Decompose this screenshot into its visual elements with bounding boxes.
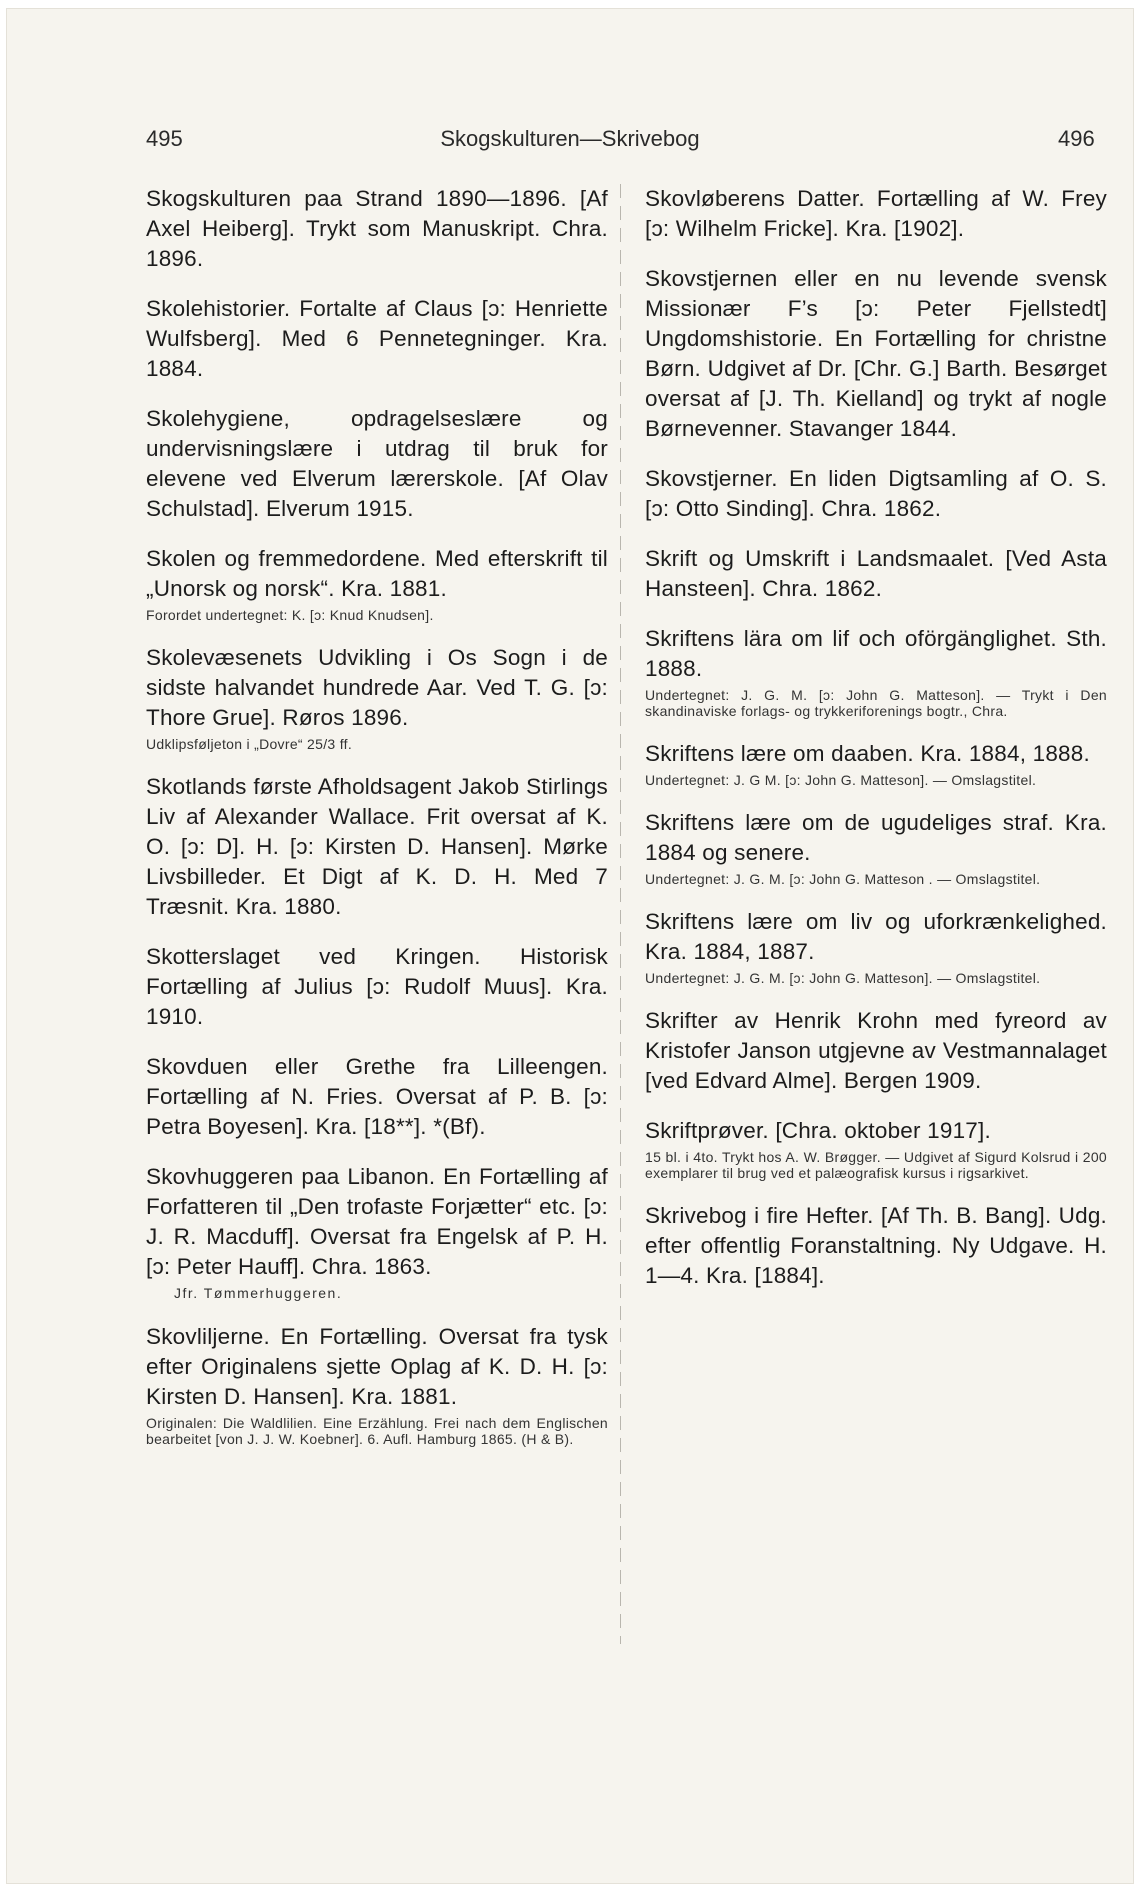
- catalog-entry: [146, 643, 608, 752]
- entry-text: Skriftprøver. [Chra. oktober 1917].: [645, 1118, 991, 1143]
- entry-text: Skogskulturen paa Strand 1890—1896. [Af Axel Heiberg]. Trykt som Manuskript. Chra. 1896.: [146, 186, 608, 271]
- catalog-entry: [645, 1116, 1107, 1181]
- entry-text: Skovhuggeren paa Libanon. En Fortælling af Forfatteren til „Den trofaste Forjætter“ etc. [ɔ: J. R. Macduff]. Oversat fra Engelsk af P. H. [ɔ: Peter Hauff]. Chra. 1863.: [146, 1164, 608, 1279]
- entry-text: Skotlands første Afholdsagent Jakob Stirlings Liv af Alexander Wallace. Frit oversat af K. O. [ɔ: D]. H. [ɔ: Kirsten D. Hansen]. Mørke Livsbilleder. Et Digt af K. D. H. Med 7 Træsnit. Kra. 1880.: [146, 774, 608, 919]
- catalog-entry: [146, 294, 608, 384]
- catalog-entry: [146, 1322, 608, 1447]
- entry-text: Skovløberens Datter. Fortælling af W. Frey [ɔ: Wilhelm Fricke]. Kra. [1902].: [645, 186, 1107, 241]
- catalog-entry: [146, 772, 608, 922]
- catalog-entry: [146, 184, 608, 274]
- catalog-entry: [146, 544, 608, 623]
- entry-text: Skriftens lære om de ugudeliges straf. Kra. 1884 og senere.: [645, 810, 1107, 865]
- entry-text: Skriftens lära om lif och oförgänglighet. Sth. 1888.: [645, 626, 1107, 681]
- entry-text: Skolevæsenets Udvikling i Os Sogn i de sidste halvandet hundrede Aar. Ved T. G. [ɔ: Thore Grue]. Røros 1896.: [146, 645, 608, 730]
- right-page-number: 496: [1058, 126, 1095, 151]
- page-header: [0, 126, 1140, 160]
- entry-text: Skolehistorier. Fortalte af Claus [ɔ: Henriette Wulfsberg]. Med 6 Pennetegninger. Kra. 1884.: [146, 296, 608, 381]
- entry-text: Skotterslaget ved Kringen. Historisk Fortælling af Julius [ɔ: Rudolf Muus]. Kra. 1910.: [146, 944, 608, 1029]
- entry-note: Forordet undertegnet: K. [ɔ: Knud Knudsen].: [146, 607, 434, 623]
- entry-cross-reference: Jfr. Tømmerhuggeren.: [174, 1285, 343, 1301]
- entry-note: Undertegnet: J. G. M. [ɔ: John G. Matteson . — Omslagstitel.: [645, 871, 1041, 887]
- entry-note: Originalen: Die Waldlilien. Eine Erzählung. Frei nach dem Englischen bearbeitet [von J. J. W. Koebner]. 6. Aufl. Hamburg 1865. (H & B).: [146, 1415, 608, 1447]
- entry-text: Skrivebog i fire Hefter. [Af Th. B. Bang]. Udg. efter offentlig Foranstaltning. Ny Udgave. H. 1—4. Kra. [1884].: [645, 1203, 1107, 1288]
- entry-text: Skovduen eller Grethe fra Lilleengen. Fortælling af N. Fries. Oversat af P. B. [ɔ: Petra Boyesen]. Kra. [18**]. *(Bf).: [146, 1054, 608, 1139]
- entry-note: Undertegnet: J. G. M. [ɔ: John G. Matteson]. — Omslagstitel.: [645, 970, 1041, 986]
- right-column: [645, 184, 1107, 1311]
- catalog-entry: [645, 808, 1107, 887]
- column-divider: [620, 184, 621, 1644]
- entry-text: Skriftens lære om liv og uforkrænkelighed. Kra. 1884, 1887.: [645, 909, 1107, 964]
- catalog-entry: [645, 1006, 1107, 1096]
- running-title: Skogskulturen—Skrivebog: [440, 126, 700, 151]
- catalog-entry: [146, 1162, 608, 1302]
- entry-text: Skovstjerner. En liden Digtsamling af O. S. [ɔ: Otto Sinding]. Chra. 1862.: [645, 466, 1107, 521]
- catalog-entry: [146, 404, 608, 524]
- catalog-entry: [146, 1052, 608, 1142]
- entry-note: Undertegnet: J. G M. [ɔ: John G. Matteson]. — Omslagstitel.: [645, 772, 1037, 788]
- catalog-entry: [645, 544, 1107, 604]
- catalog-entry: [645, 1201, 1107, 1291]
- entry-note: Udklipsføljeton i „Dovre“ 25/3 ff.: [146, 736, 353, 752]
- entry-text: Skovliljerne. En Fortælling. Oversat fra tysk efter Originalens sjette Oplag af K. D. H. [ɔ: Kirsten D. Hansen]. Kra. 1881.: [146, 1324, 608, 1409]
- left-column: [146, 184, 608, 1467]
- catalog-entry: [645, 184, 1107, 244]
- entry-note: 15 bl. i 4to. Trykt hos A. W. Brøgger. — Udgivet af Sigurd Kolsrud i 200 exemplarer til brug ved et palæografisk kursus i rigsarkivet.: [645, 1149, 1107, 1181]
- entry-text: Skolehygiene, opdragelseslære og undervisningslære i utdrag til bruk for elevene ved Elverum lærerskole. [Af Olav Schulstad]. Elverum 1915.: [146, 406, 608, 521]
- catalog-entry: [645, 624, 1107, 719]
- left-page-number: 495: [146, 126, 183, 151]
- catalog-entry: [645, 907, 1107, 986]
- entry-text: Skolen og fremmedordene. Med efterskrift til „Unorsk og norsk“. Kra. 1881.: [146, 546, 608, 601]
- catalog-entry: [146, 942, 608, 1032]
- entry-text: Skriftens lære om daaben. Kra. 1884, 1888.: [645, 741, 1090, 766]
- catalog-entry: [645, 264, 1107, 444]
- entry-text: Skrifter av Henrik Krohn med fyreord av Kristofer Janson utgjevne av Vestmannalaget [ved Edvard Alme]. Bergen 1909.: [645, 1008, 1107, 1093]
- entry-text: Skrift og Umskrift i Landsmaalet. [Ved Asta Hansteen]. Chra. 1862.: [645, 546, 1107, 601]
- entry-note: Undertegnet: J. G. M. [ɔ: John G. Matteson]. — Trykt i Den skandinaviske forlags- og trykkeriforenings bogtr., Chra.: [645, 687, 1107, 719]
- catalog-entry: [645, 739, 1107, 788]
- entry-text: Skovstjernen eller en nu levende svensk Missionær F’s [ɔ: Peter Fjellstedt] Ungdomshistorie. En Fortælling for christne Børn. Udgivet af Dr. [Chr. G.] Barth. Besørget oversat af [J. Th. Kielland] og trykt af nogle Børnevenner. Stavanger 1844.: [645, 266, 1107, 441]
- catalog-entry: [645, 464, 1107, 524]
